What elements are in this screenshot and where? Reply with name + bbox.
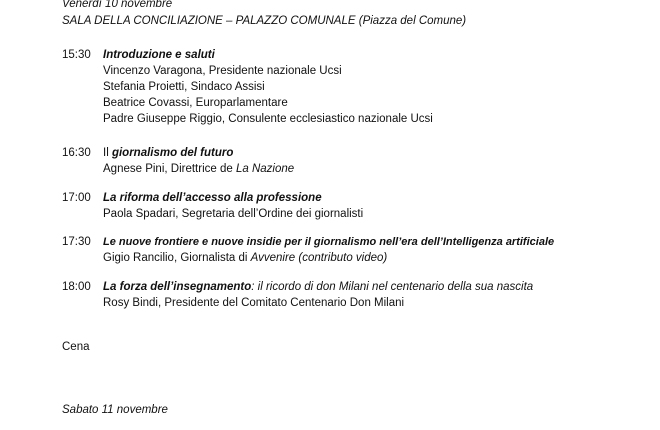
program-time: 17:00: [62, 192, 91, 204]
program-title: [103, 147, 233, 159]
program-title: [103, 281, 533, 293]
publication-name: La Nazione: [235, 163, 295, 175]
program-title: La riforma dell’accesso alla professione: [103, 192, 322, 204]
program-title-rest: : il ricordo di don Milani nel centenario della sua nascita: [251, 281, 534, 293]
speaker-line: Paola Spadari, Segretaria dell’Ordine dei giornalisti: [103, 208, 364, 220]
speaker-line: Beatrice Covassi, Europarlamentare: [103, 97, 288, 109]
program-title: Introduzione e saluti: [103, 49, 215, 61]
speaker-line: Vincenzo Varagona, Presidente nazionale Ucsi: [103, 65, 342, 77]
next-day-heading: Sabato 11 novembre: [62, 404, 168, 416]
publication-name: Avvenire (contributo video): [250, 252, 388, 264]
program-title-prefix: Il: [103, 147, 112, 159]
day-heading: Venerdì 10 novembre: [62, 0, 173, 10]
speaker-line: [103, 163, 294, 175]
program-time: 17:30: [62, 236, 91, 248]
venue-heading: SALA DELLA CONCILIAZIONE – PALAZZO COMUNALE (Piazza del Comune): [62, 15, 467, 27]
program-title-emphasis: La forza dell’insegnamento: [103, 281, 252, 293]
program-title-emphasis: giornalismo del futuro: [111, 147, 234, 159]
speaker-line: [103, 252, 387, 264]
speaker-line: Padre Giuseppe Riggio, Consulente ecclesiastico nazionale Ucsi: [103, 113, 433, 125]
dinner-label: Cena: [62, 341, 90, 353]
speaker-text: Agnese Pini, Direttrice de: [103, 163, 236, 175]
speaker-line: Rosy Bindi, Presidente del Comitato Centenario Don Milani: [103, 297, 405, 309]
program-time: 15:30: [62, 49, 91, 61]
speaker-line: Stefania Proietti, Sindaco Assisi: [103, 81, 265, 93]
program-time: 18:00: [62, 281, 91, 293]
program-time: 16:30: [62, 147, 91, 159]
speaker-text: Gigio Rancilio, Giornalista di: [103, 252, 251, 264]
program-title: Le nuove frontiere e nuove insidie per il giornalismo nell’era dell’Intelligenza artificiale: [103, 236, 555, 248]
